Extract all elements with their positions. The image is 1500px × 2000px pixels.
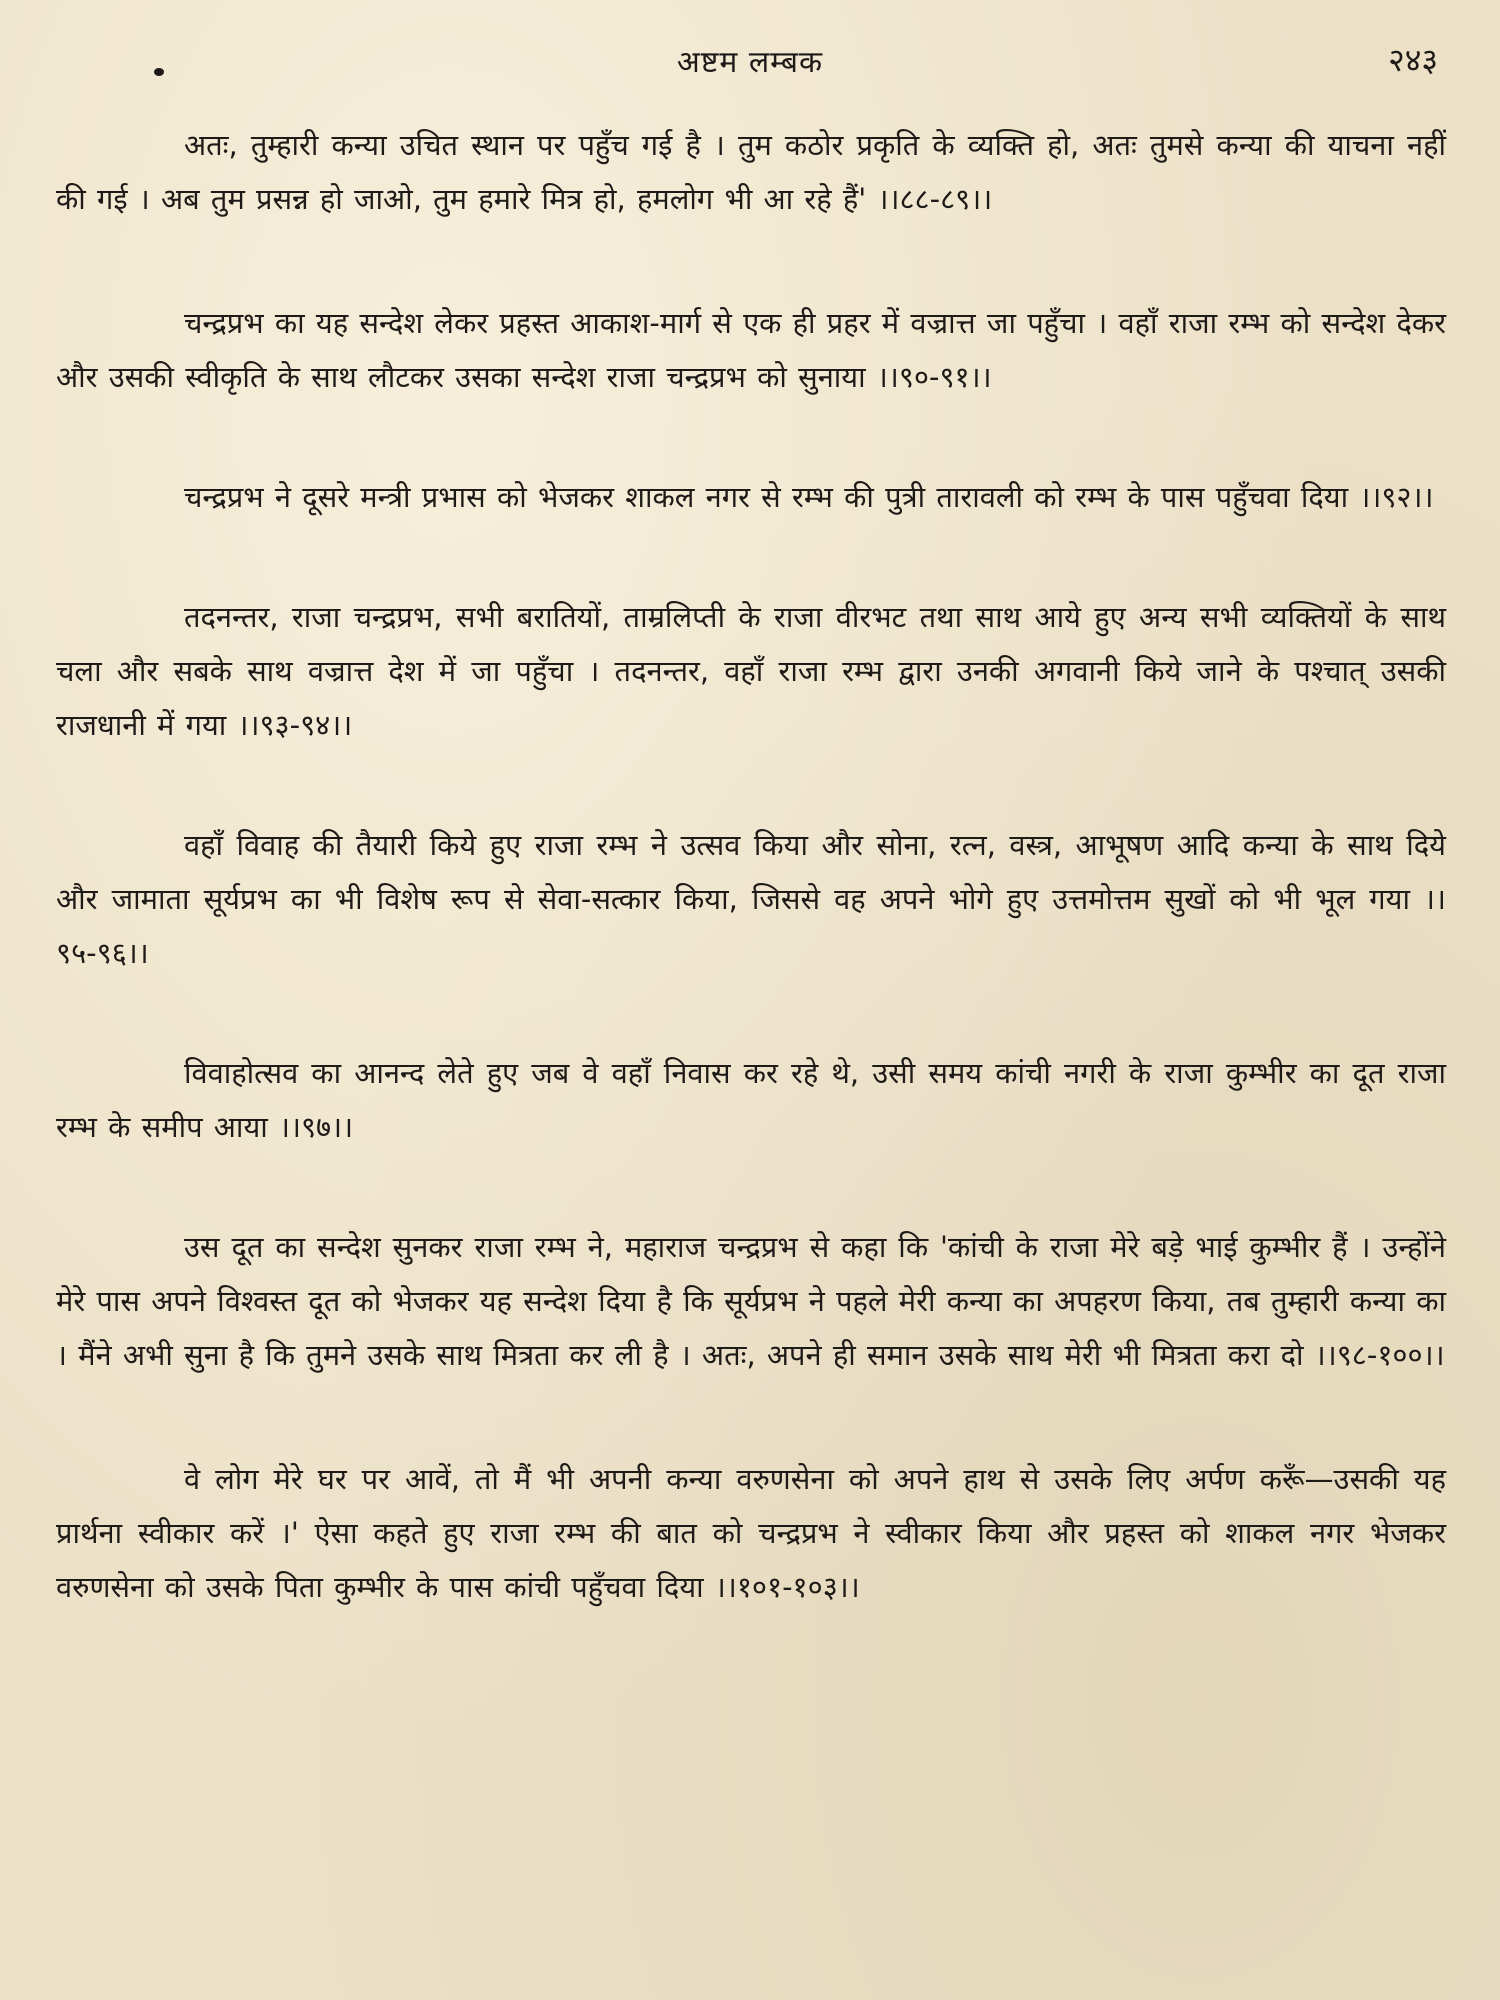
page-number: २४३ bbox=[1388, 41, 1438, 79]
paragraph-verses-93-94: तदनन्तर, राजा चन्द्रप्रभ, सभी बरातियों, ताम्रलिप्ती के राजा वीरभट तथा साथ आये हुए अन्य सभी व्यक्तियों के साथ चला और सबके साथ वज्रात्त देश में जा पहुँचा । तदनन्तर, वहाँ राजा रम्भ द्वारा उनकी अगवानी किये जाने के पश्चात् उसकी राजधानी में गया ।।९३-९४।। bbox=[56, 600, 1446, 742]
paragraph-verses-88-89: अतः, तुम्हारी कन्या उचित स्थान पर पहुँच गई है । तुम कठोर प्रकृति के व्यक्ति हो, अतः तुमसे कन्या की याचना नहीं की गई । अब तुम प्रसन्न हो जाओ, तुम हमारे मित्र हो, हमलोग भी आ रहे हैं' ।।८८-८९।। bbox=[56, 128, 1446, 216]
paragraph-verses-98-100: उस दूत का सन्देश सुनकर राजा रम्भ ने, महाराज चन्द्रप्रभ से कहा कि 'कांची के राजा मेरे बड़े भाई कुम्भीर हैं । उन्होंने मेरे पास अपने विश्वस्त दूत को भेजकर यह सन्देश दिया है कि सूर्यप्रभ ने पहले मेरी कन्या का अपहरण किया, तब तुम्हारी कन्या का । मैंने अभी सुना है कि तुमने उसके साथ मित्रता कर ली है । अतः, अपने ही समान उसके साथ मेरी भी मित्रता करा दो ।।९८-१००।। bbox=[56, 1230, 1446, 1372]
paragraph-verse-97: विवाहोत्सव का आनन्द लेते हुए जब वे वहाँ निवास कर रहे थे, उसी समय कांची नगरी के राजा कुम्भीर का दूत राजा रम्भ के समीप आया ।।९७।। bbox=[56, 1056, 1446, 1144]
body-text bbox=[56, 118, 1446, 1670]
running-header-title: अष्टम लम्बक bbox=[676, 45, 824, 80]
paragraph-verses-90-91: चन्द्रप्रभ का यह सन्देश लेकर प्रहस्त आकाश-मार्ग से एक ही प्रहर में वज्रात्त जा पहुँचा । वहाँ राजा रम्भ को सन्देश देकर और उसकी स्वीकृति के साथ लौटकर उसका सन्देश राजा चन्द्रप्रभ को सुनाया ।।९०-९१।। bbox=[56, 306, 1447, 394]
paragraph-verse-92: चन्द्रप्रभ ने दूसरे मन्त्री प्रभास को भेजकर शाकल नगर से रम्भ की पुत्री तारावली को रम्भ के पास पहुँचवा दिया ।।९२।। bbox=[184, 480, 1434, 514]
paragraph-verses-101-103: वे लोग मेरे घर पर आवें, तो मैं भी अपनी कन्या वरुणसेना को अपने हाथ से उसके लिए अर्पण करूँ—उसकी यह प्रार्थना स्वीकार करें ।' ऐसा कहते हुए राजा रम्भ की बात को चन्द्रप्रभ ने स्वीकार किया और प्रहस्त को शाकल नगर भेजकर वरुणसेना को उसके पिता कुम्भीर के पास कांची पहुँचवा दिया ।।१०१-१०३।। bbox=[56, 1462, 1446, 1604]
paragraph-verses-95-96: वहाँ विवाह की तैयारी किये हुए राजा रम्भ ने उत्सव किया और सोना, रत्न, वस्त्र, आभूषण आदि कन्या के साथ दिये और जामाता सूर्यप्रभ का भी विशेष रूप से सेवा-सत्कार किया, जिससे वह अपने भोगे हुए उत्तमोत्तम सुखों को भी भूल गया ।।९५-९६।। bbox=[56, 828, 1446, 970]
